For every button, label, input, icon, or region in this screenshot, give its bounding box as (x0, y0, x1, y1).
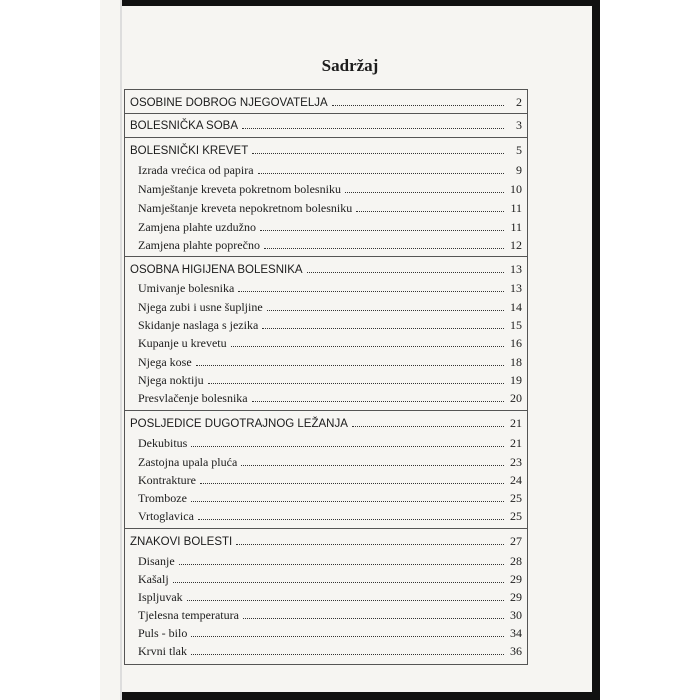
dot-leader (196, 364, 504, 366)
dot-leader (191, 653, 504, 655)
toc-page-number: 16 (510, 336, 522, 350)
toc-section-entry (130, 416, 522, 432)
section-divider (124, 113, 528, 114)
toc-entry-title: Dekubitus (138, 436, 188, 450)
toc-entry-title: ZNAKOVI BOLESTI (130, 536, 233, 548)
toc-page-number: 20 (510, 391, 522, 405)
section-divider (124, 89, 528, 90)
dot-leader (238, 290, 504, 292)
dot-leader (267, 309, 504, 311)
toc-page-number: 14 (510, 300, 522, 314)
dot-leader (231, 345, 504, 347)
toc-entry-title: OSOBNA HIGIJENA BOLESNIKA (130, 264, 303, 276)
dot-leader (243, 617, 504, 619)
dot-leader (241, 464, 504, 466)
toc-page-number: 9 (516, 163, 522, 177)
dot-leader (198, 518, 504, 520)
toc-page-number: 30 (510, 608, 522, 622)
toc-page-number: 28 (510, 554, 522, 568)
dot-leader (187, 599, 504, 601)
toc-entry-title: Ispljuvak (138, 590, 183, 604)
toc-subsection-entry (138, 220, 522, 236)
toc-subsection-entry (138, 355, 522, 371)
toc-subsection-entry (138, 436, 522, 452)
dot-leader (356, 210, 504, 212)
toc-entry-title: BOLESNIČKI KREVET (130, 145, 249, 157)
dot-leader (260, 229, 504, 231)
toc-entry-title: Presvlačenje bolesnika (138, 391, 248, 405)
toc-page-number: 21 (510, 416, 522, 430)
dot-leader (191, 635, 504, 637)
toc-page-number: 29 (510, 572, 522, 586)
toc-subsection-entry (138, 163, 522, 179)
toc-subsection-entry (138, 626, 522, 642)
toc-subsection-entry (138, 391, 522, 407)
box-border (124, 89, 125, 664)
dot-leader (258, 172, 504, 174)
toc-subsection-entry (138, 644, 522, 660)
toc-subsection-entry (138, 572, 522, 588)
toc-entry-title: OSOBINE DOBROG NJEGOVATELJA (130, 97, 328, 109)
dot-leader (179, 563, 504, 565)
toc-page-number: 23 (510, 455, 522, 469)
section-divider (124, 410, 528, 411)
dot-leader (200, 482, 504, 484)
dot-leader (352, 425, 504, 427)
toc-entry-title: Njega kose (138, 355, 192, 369)
toc-entry-title: Disanje (138, 554, 175, 568)
toc-page-number: 29 (510, 590, 522, 604)
toc-page-number: 11 (510, 220, 522, 234)
dot-leader (191, 445, 504, 447)
toc-page-number: 24 (510, 473, 522, 487)
toc-subsection-entry (138, 455, 522, 471)
toc-section-entry (130, 534, 522, 550)
toc-entry-title: Umivanje bolesnika (138, 281, 235, 295)
toc-entry-title: Zamjena plahte poprečno (138, 238, 260, 252)
box-border (527, 89, 528, 664)
toc-entry-title: POSLJEDICE DUGOTRAJNOG LEŽANJA (130, 418, 348, 430)
toc-page-number: 19 (510, 373, 522, 387)
dot-leader (236, 543, 504, 545)
dot-leader (307, 271, 504, 273)
dot-leader (252, 400, 504, 402)
toc-entry-title: Njega noktiju (138, 373, 204, 387)
section-divider (124, 256, 528, 257)
toc-entry-title: Vrtoglavica (138, 509, 194, 523)
toc-entry-title: Zastojna upala pluća (138, 455, 238, 469)
toc-page-number: 12 (510, 238, 522, 252)
section-divider (124, 528, 528, 529)
toc-entry-title: Krvni tlak (138, 644, 187, 658)
toc-page-number: 10 (510, 182, 522, 196)
toc-entry-title: Tromboze (138, 491, 187, 505)
toc-entry-title: Zamjena plahte uzdužno (138, 220, 256, 234)
toc-subsection-entry (138, 318, 522, 334)
dot-leader (262, 327, 504, 329)
dot-leader (332, 104, 504, 106)
toc-subsection-entry (138, 509, 522, 525)
toc-page-number: 11 (510, 201, 522, 215)
dot-leader (252, 152, 504, 154)
toc-page-number: 13 (510, 281, 522, 295)
page-title: Sadržaj (321, 56, 379, 75)
toc-entry-title: Namještanje kreveta pokretnom bolesniku (138, 182, 341, 196)
toc-subsection-entry (138, 336, 522, 352)
toc-entry-title: Tjelesna temperatura (138, 608, 239, 622)
toc-page-number: 15 (510, 318, 522, 332)
toc-subsection-entry (138, 201, 522, 217)
toc-entry-title: Kontrakture (138, 473, 196, 487)
toc-section-entry (130, 262, 522, 278)
toc-entry-title: Skidanje naslaga s jezika (138, 318, 259, 332)
toc-section-entry (130, 95, 522, 111)
dot-leader (345, 191, 504, 193)
toc-entry-title: BOLESNIČKA SOBA (130, 120, 239, 132)
section-divider (124, 664, 528, 665)
toc-subsection-entry (138, 590, 522, 606)
toc-page-number: 36 (510, 644, 522, 658)
toc-subsection-entry (138, 238, 522, 254)
dot-leader (173, 581, 504, 583)
toc-page-number: 13 (510, 262, 522, 276)
section-divider (124, 137, 528, 138)
toc-subsection-entry (138, 182, 522, 198)
toc-subsection-entry (138, 373, 522, 389)
toc-entry-title: Namještanje kreveta nepokretnom bolesniku (138, 201, 353, 215)
toc-subsection-entry (138, 281, 522, 297)
dot-leader (208, 382, 504, 384)
toc-page-number: 21 (510, 436, 522, 450)
toc-section-entry (130, 143, 522, 159)
toc-page-number: 18 (510, 355, 522, 369)
toc-subsection-entry (138, 473, 522, 489)
toc-entry-title: Njega zubi i usne šupljine (138, 300, 263, 314)
toc-subsection-entry (138, 554, 522, 570)
toc-page-number: 2 (516, 95, 522, 109)
toc-subsection-entry (138, 300, 522, 316)
toc-entry-title: Izrada vrećica od papira (138, 163, 254, 177)
toc-page-number: 3 (516, 118, 522, 132)
toc-subsection-entry (138, 491, 522, 507)
dot-leader (191, 500, 504, 502)
toc-page-number: 27 (510, 534, 522, 548)
toc-page-number: 25 (510, 509, 522, 523)
toc-entry-title: Kupanje u krevetu (138, 336, 227, 350)
toc-page-number: 5 (516, 143, 522, 157)
dot-leader (264, 247, 504, 249)
toc-page-number: 25 (510, 491, 522, 505)
toc-subsection-entry (138, 608, 522, 624)
toc-entry-title: Puls - bilo (138, 626, 188, 640)
toc-entry-title: Kašalj (138, 572, 169, 586)
toc-page-number: 34 (510, 626, 522, 640)
toc-section-entry (130, 118, 522, 134)
dot-leader (242, 127, 504, 129)
